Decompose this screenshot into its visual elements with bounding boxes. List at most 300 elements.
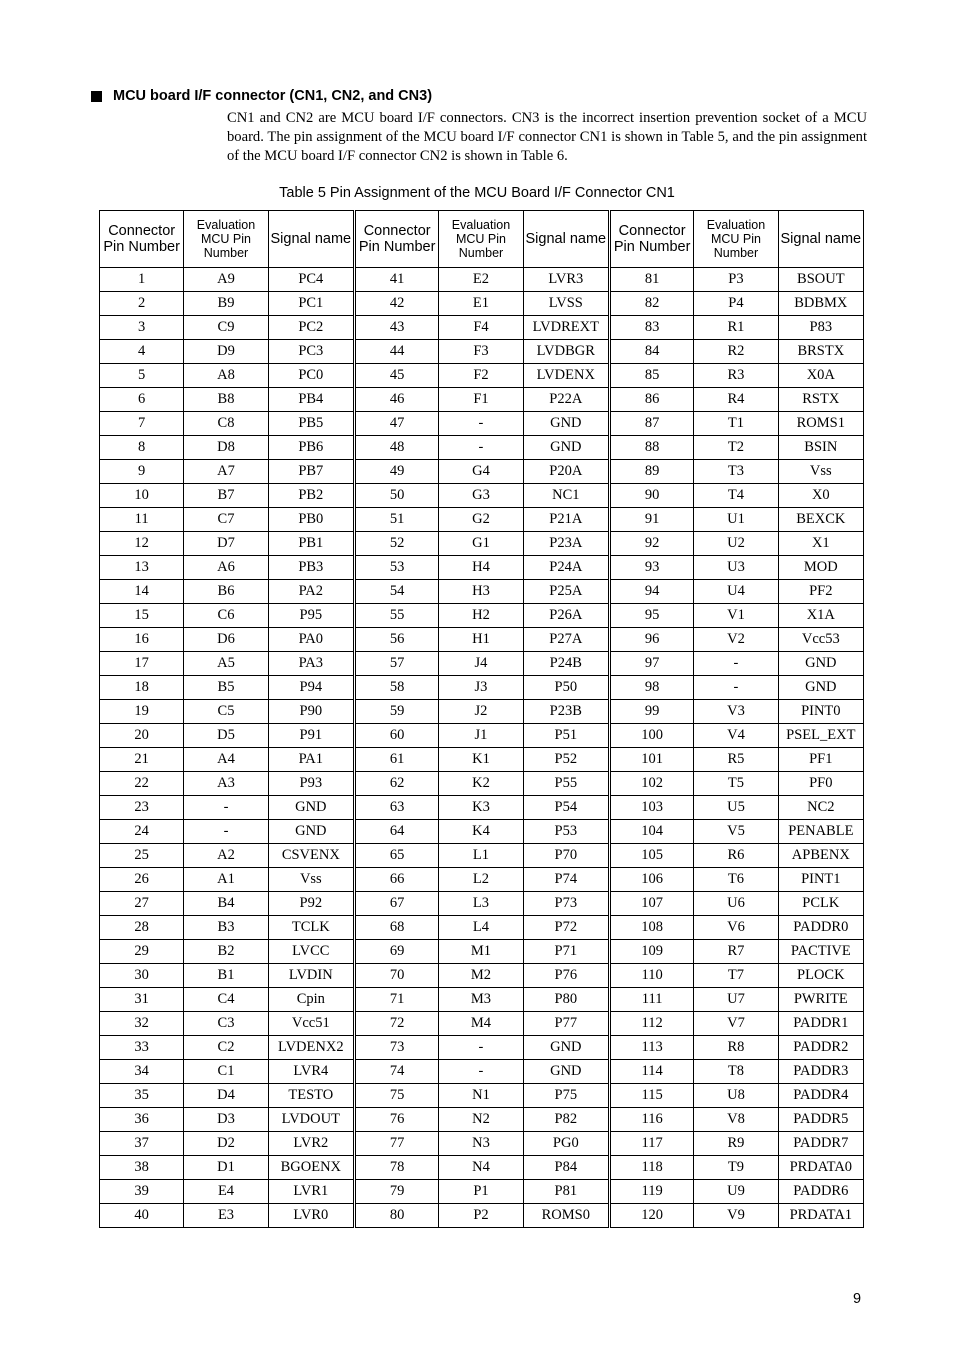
signal-name-cell: P23B xyxy=(523,700,609,724)
signal-name-cell: GND xyxy=(523,436,609,460)
signal-name-cell: P75 xyxy=(523,1084,609,1108)
mcu-pin-cell: U3 xyxy=(694,556,778,580)
connector-pin-cell: 29 xyxy=(100,940,184,964)
signal-name-cell: LVDENX2 xyxy=(268,1036,354,1060)
signal-name-cell: PADDR5 xyxy=(778,1108,863,1132)
connector-pin-cell: 94 xyxy=(609,580,693,604)
signal-name-cell: GND xyxy=(268,796,354,820)
signal-name-cell: BRSTX xyxy=(778,340,863,364)
connector-pin-cell: 67 xyxy=(354,892,438,916)
mcu-pin-cell: U7 xyxy=(694,988,778,1012)
connector-pin-cell: 117 xyxy=(609,1132,693,1156)
mcu-pin-cell: U8 xyxy=(694,1084,778,1108)
mcu-pin-cell: D7 xyxy=(184,532,268,556)
mcu-pin-cell: P3 xyxy=(694,268,778,292)
mcu-pin-cell: G3 xyxy=(439,484,523,508)
mcu-pin-cell: N4 xyxy=(439,1156,523,1180)
connector-pin-cell: 27 xyxy=(100,892,184,916)
page-number: 9 xyxy=(853,1291,862,1307)
connector-pin-cell: 99 xyxy=(609,700,693,724)
signal-name-cell: PA3 xyxy=(268,652,354,676)
signal-name-cell: P55 xyxy=(523,772,609,796)
connector-pin-cell: 18 xyxy=(100,676,184,700)
connector-pin-cell: 74 xyxy=(354,1060,438,1084)
signal-name-cell: P24A xyxy=(523,556,609,580)
connector-pin-cell: 119 xyxy=(609,1180,693,1204)
signal-name-cell: TESTO xyxy=(268,1084,354,1108)
connector-pin-cell: 63 xyxy=(354,796,438,820)
signal-name-cell: BGOENX xyxy=(268,1156,354,1180)
connector-pin-cell: 70 xyxy=(354,964,438,988)
signal-name-cell: GND xyxy=(268,820,354,844)
connector-pin-cell: 76 xyxy=(354,1108,438,1132)
table-row xyxy=(100,412,864,436)
signal-name-cell: PB4 xyxy=(268,388,354,412)
connector-pin-cell: 85 xyxy=(609,364,693,388)
header-signal-name: Signal name xyxy=(778,211,863,268)
mcu-pin-cell: - xyxy=(439,412,523,436)
mcu-pin-cell: K1 xyxy=(439,748,523,772)
connector-pin-cell: 73 xyxy=(354,1036,438,1060)
signal-name-cell: P84 xyxy=(523,1156,609,1180)
signal-name-cell: PRDATA0 xyxy=(778,1156,863,1180)
signal-name-cell: P70 xyxy=(523,844,609,868)
table-row xyxy=(100,652,864,676)
mcu-pin-cell: A7 xyxy=(184,460,268,484)
mcu-pin-cell: C2 xyxy=(184,1036,268,1060)
mcu-pin-cell: G2 xyxy=(439,508,523,532)
signal-name-cell: P26A xyxy=(523,604,609,628)
mcu-pin-cell: P1 xyxy=(439,1180,523,1204)
table-row xyxy=(100,340,864,364)
table-row xyxy=(100,676,864,700)
connector-pin-cell: 7 xyxy=(100,412,184,436)
mcu-pin-cell: V9 xyxy=(694,1204,778,1228)
signal-name-cell: PB1 xyxy=(268,532,354,556)
signal-name-cell: ROMS0 xyxy=(523,1204,609,1228)
signal-name-cell: P73 xyxy=(523,892,609,916)
connector-pin-cell: 96 xyxy=(609,628,693,652)
signal-name-cell: PC2 xyxy=(268,316,354,340)
connector-pin-cell: 31 xyxy=(100,988,184,1012)
mcu-pin-cell: V1 xyxy=(694,604,778,628)
signal-name-cell: P21A xyxy=(523,508,609,532)
mcu-pin-cell: A2 xyxy=(184,844,268,868)
signal-name-cell: PADDR6 xyxy=(778,1180,863,1204)
connector-pin-cell: 54 xyxy=(354,580,438,604)
connector-pin-cell: 48 xyxy=(354,436,438,460)
table-row xyxy=(100,772,864,796)
mcu-pin-cell: C4 xyxy=(184,988,268,1012)
connector-pin-cell: 45 xyxy=(354,364,438,388)
mcu-pin-cell: D2 xyxy=(184,1132,268,1156)
connector-pin-cell: 19 xyxy=(100,700,184,724)
connector-pin-cell: 66 xyxy=(354,868,438,892)
section-title: MCU board I/F connector (CN1, CN2, and CN3) xyxy=(113,88,433,104)
mcu-pin-cell: R9 xyxy=(694,1132,778,1156)
header-connector-pin: Connector Pin Number xyxy=(354,211,438,268)
connector-pin-cell: 21 xyxy=(100,748,184,772)
signal-name-cell: ROMS1 xyxy=(778,412,863,436)
mcu-pin-cell: G1 xyxy=(439,532,523,556)
mcu-pin-cell: G4 xyxy=(439,460,523,484)
signal-name-cell: PENABLE xyxy=(778,820,863,844)
header-signal-name: Signal name xyxy=(268,211,354,268)
table-row xyxy=(100,868,864,892)
table-row xyxy=(100,700,864,724)
signal-name-cell: Vcc53 xyxy=(778,628,863,652)
connector-pin-cell: 116 xyxy=(609,1108,693,1132)
connector-pin-cell: 69 xyxy=(354,940,438,964)
signal-name-cell: PB7 xyxy=(268,460,354,484)
connector-pin-cell: 114 xyxy=(609,1060,693,1084)
signal-name-cell: NC2 xyxy=(778,796,863,820)
table-row xyxy=(100,1132,864,1156)
table-row xyxy=(100,292,864,316)
mcu-pin-cell: A8 xyxy=(184,364,268,388)
connector-pin-cell: 9 xyxy=(100,460,184,484)
mcu-pin-cell: D8 xyxy=(184,436,268,460)
signal-name-cell: APBENX xyxy=(778,844,863,868)
mcu-pin-cell: V5 xyxy=(694,820,778,844)
signal-name-cell: P27A xyxy=(523,628,609,652)
signal-name-cell: Vss xyxy=(778,460,863,484)
signal-name-cell: P72 xyxy=(523,916,609,940)
signal-name-cell: GND xyxy=(778,676,863,700)
connector-pin-cell: 16 xyxy=(100,628,184,652)
table-row xyxy=(100,916,864,940)
table-row xyxy=(100,364,864,388)
table-row xyxy=(100,1012,864,1036)
mcu-pin-cell: L2 xyxy=(439,868,523,892)
connector-pin-cell: 2 xyxy=(100,292,184,316)
mcu-pin-cell: M3 xyxy=(439,988,523,1012)
signal-name-cell: PA2 xyxy=(268,580,354,604)
signal-name-cell: PADDR4 xyxy=(778,1084,863,1108)
connector-pin-cell: 44 xyxy=(354,340,438,364)
mcu-pin-cell: A6 xyxy=(184,556,268,580)
signal-name-cell: MOD xyxy=(778,556,863,580)
signal-name-cell: P81 xyxy=(523,1180,609,1204)
connector-pin-cell: 53 xyxy=(354,556,438,580)
table-row xyxy=(100,484,864,508)
connector-pin-cell: 93 xyxy=(609,556,693,580)
signal-name-cell: PINT0 xyxy=(778,700,863,724)
signal-name-cell: PG0 xyxy=(523,1132,609,1156)
mcu-pin-cell: - xyxy=(439,436,523,460)
connector-pin-cell: 30 xyxy=(100,964,184,988)
mcu-pin-cell: H4 xyxy=(439,556,523,580)
signal-name-cell: PC3 xyxy=(268,340,354,364)
mcu-pin-cell: - xyxy=(184,820,268,844)
square-bullet-icon xyxy=(91,91,102,102)
signal-name-cell: P53 xyxy=(523,820,609,844)
table-row xyxy=(100,844,864,868)
connector-pin-cell: 77 xyxy=(354,1132,438,1156)
section-paragraph: CN1 and CN2 are MCU board I/F connectors. CN3 is the incorrect insertion prevention socket of a MCU board. The pin assignment of the MCU board I/F connector CN1 is shown in Table 5, and the pin assignment of the MCU board I/F connector CN2 is shown in Table 6. xyxy=(227,110,867,164)
connector-pin-cell: 87 xyxy=(609,412,693,436)
mcu-pin-cell: B3 xyxy=(184,916,268,940)
signal-name-cell: PADDR7 xyxy=(778,1132,863,1156)
connector-pin-cell: 64 xyxy=(354,820,438,844)
connector-pin-cell: 41 xyxy=(354,268,438,292)
mcu-pin-cell: E2 xyxy=(439,268,523,292)
connector-pin-cell: 42 xyxy=(354,292,438,316)
signal-name-cell: PACTIVE xyxy=(778,940,863,964)
connector-pin-cell: 57 xyxy=(354,652,438,676)
mcu-pin-cell: T7 xyxy=(694,964,778,988)
signal-name-cell: CSVENX xyxy=(268,844,354,868)
connector-pin-cell: 75 xyxy=(354,1084,438,1108)
signal-name-cell: P22A xyxy=(523,388,609,412)
mcu-pin-cell: D9 xyxy=(184,340,268,364)
mcu-pin-cell: U5 xyxy=(694,796,778,820)
mcu-pin-cell: U9 xyxy=(694,1180,778,1204)
signal-name-cell: PADDR2 xyxy=(778,1036,863,1060)
mcu-pin-cell: A1 xyxy=(184,868,268,892)
connector-pin-cell: 24 xyxy=(100,820,184,844)
mcu-pin-cell: B2 xyxy=(184,940,268,964)
table-row xyxy=(100,1204,864,1228)
signal-name-cell: PADDR1 xyxy=(778,1012,863,1036)
connector-pin-cell: 39 xyxy=(100,1180,184,1204)
signal-name-cell: PF1 xyxy=(778,748,863,772)
signal-name-cell: PINT1 xyxy=(778,868,863,892)
mcu-pin-cell: U1 xyxy=(694,508,778,532)
mcu-pin-cell: - xyxy=(184,796,268,820)
signal-name-cell: P51 xyxy=(523,724,609,748)
connector-pin-cell: 36 xyxy=(100,1108,184,1132)
connector-pin-cell: 28 xyxy=(100,916,184,940)
connector-pin-cell: 86 xyxy=(609,388,693,412)
mcu-pin-cell: R7 xyxy=(694,940,778,964)
mcu-pin-cell: B8 xyxy=(184,388,268,412)
table-row xyxy=(100,1036,864,1060)
connector-pin-cell: 109 xyxy=(609,940,693,964)
signal-name-cell: LVR2 xyxy=(268,1132,354,1156)
signal-name-cell: RSTX xyxy=(778,388,863,412)
mcu-pin-cell: H1 xyxy=(439,628,523,652)
mcu-pin-cell: T8 xyxy=(694,1060,778,1084)
mcu-pin-cell: C8 xyxy=(184,412,268,436)
connector-pin-cell: 62 xyxy=(354,772,438,796)
table-row xyxy=(100,556,864,580)
signal-name-cell: PB5 xyxy=(268,412,354,436)
signal-name-cell: Vcc51 xyxy=(268,1012,354,1036)
connector-pin-cell: 90 xyxy=(609,484,693,508)
connector-pin-cell: 79 xyxy=(354,1180,438,1204)
mcu-pin-cell: F1 xyxy=(439,388,523,412)
signal-name-cell: LVDIN xyxy=(268,964,354,988)
signal-name-cell: PB2 xyxy=(268,484,354,508)
mcu-pin-cell: E3 xyxy=(184,1204,268,1228)
connector-pin-cell: 106 xyxy=(609,868,693,892)
signal-name-cell: P91 xyxy=(268,724,354,748)
connector-pin-cell: 8 xyxy=(100,436,184,460)
mcu-pin-cell: T5 xyxy=(694,772,778,796)
table-row xyxy=(100,388,864,412)
signal-name-cell: BSIN xyxy=(778,436,863,460)
connector-pin-cell: 6 xyxy=(100,388,184,412)
signal-name-cell: PA1 xyxy=(268,748,354,772)
table-row xyxy=(100,964,864,988)
connector-pin-cell: 43 xyxy=(354,316,438,340)
mcu-pin-cell: V7 xyxy=(694,1012,778,1036)
mcu-pin-cell: B5 xyxy=(184,676,268,700)
table-row xyxy=(100,268,864,292)
connector-pin-cell: 23 xyxy=(100,796,184,820)
connector-pin-cell: 13 xyxy=(100,556,184,580)
mcu-pin-cell: C3 xyxy=(184,1012,268,1036)
signal-name-cell: P82 xyxy=(523,1108,609,1132)
signal-name-cell: P52 xyxy=(523,748,609,772)
connector-pin-cell: 37 xyxy=(100,1132,184,1156)
connector-pin-cell: 111 xyxy=(609,988,693,1012)
signal-name-cell: X0A xyxy=(778,364,863,388)
connector-pin-cell: 51 xyxy=(354,508,438,532)
mcu-pin-cell: P4 xyxy=(694,292,778,316)
mcu-pin-cell: K3 xyxy=(439,796,523,820)
signal-name-cell: P90 xyxy=(268,700,354,724)
signal-name-cell: LVR0 xyxy=(268,1204,354,1228)
signal-name-cell: P93 xyxy=(268,772,354,796)
connector-pin-cell: 95 xyxy=(609,604,693,628)
mcu-pin-cell: R2 xyxy=(694,340,778,364)
table-row xyxy=(100,508,864,532)
mcu-pin-cell: A9 xyxy=(184,268,268,292)
mcu-pin-cell: B9 xyxy=(184,292,268,316)
mcu-pin-cell: C9 xyxy=(184,316,268,340)
mcu-pin-cell: L1 xyxy=(439,844,523,868)
connector-pin-cell: 82 xyxy=(609,292,693,316)
mcu-pin-cell: N1 xyxy=(439,1084,523,1108)
connector-pin-cell: 56 xyxy=(354,628,438,652)
table-row xyxy=(100,628,864,652)
table-row xyxy=(100,796,864,820)
mcu-pin-cell: V8 xyxy=(694,1108,778,1132)
mcu-pin-cell: B6 xyxy=(184,580,268,604)
table-row xyxy=(100,532,864,556)
signal-name-cell: PC0 xyxy=(268,364,354,388)
connector-pin-cell: 40 xyxy=(100,1204,184,1228)
mcu-pin-cell: B4 xyxy=(184,892,268,916)
connector-pin-cell: 91 xyxy=(609,508,693,532)
mcu-pin-cell: B1 xyxy=(184,964,268,988)
signal-name-cell: PADDR0 xyxy=(778,916,863,940)
connector-pin-cell: 35 xyxy=(100,1084,184,1108)
signal-name-cell: PF0 xyxy=(778,772,863,796)
table-row xyxy=(100,436,864,460)
table-row xyxy=(100,724,864,748)
signal-name-cell: P92 xyxy=(268,892,354,916)
signal-name-cell: PC4 xyxy=(268,268,354,292)
signal-name-cell: X0 xyxy=(778,484,863,508)
connector-pin-cell: 38 xyxy=(100,1156,184,1180)
signal-name-cell: PF2 xyxy=(778,580,863,604)
connector-pin-cell: 26 xyxy=(100,868,184,892)
mcu-pin-cell: H2 xyxy=(439,604,523,628)
header-mcu-pin: Evaluation MCU Pin Number xyxy=(184,211,268,268)
signal-name-cell: P24B xyxy=(523,652,609,676)
signal-name-cell: P76 xyxy=(523,964,609,988)
connector-pin-cell: 83 xyxy=(609,316,693,340)
connector-pin-cell: 12 xyxy=(100,532,184,556)
header-connector-pin: Connector Pin Number xyxy=(609,211,693,268)
connector-pin-cell: 17 xyxy=(100,652,184,676)
signal-name-cell: GND xyxy=(523,1036,609,1060)
mcu-pin-cell: - xyxy=(694,652,778,676)
header-connector-pin: Connector Pin Number xyxy=(100,211,184,268)
signal-name-cell: PC1 xyxy=(268,292,354,316)
connector-pin-cell: 50 xyxy=(354,484,438,508)
mcu-pin-cell: A5 xyxy=(184,652,268,676)
table-header-row xyxy=(100,211,864,268)
connector-pin-cell: 58 xyxy=(354,676,438,700)
mcu-pin-cell: J2 xyxy=(439,700,523,724)
connector-pin-cell: 105 xyxy=(609,844,693,868)
signal-name-cell: P20A xyxy=(523,460,609,484)
signal-name-cell: LVSS xyxy=(523,292,609,316)
mcu-pin-cell: - xyxy=(694,676,778,700)
connector-pin-cell: 103 xyxy=(609,796,693,820)
mcu-pin-cell: A3 xyxy=(184,772,268,796)
signal-name-cell: LVDOUT xyxy=(268,1108,354,1132)
connector-pin-cell: 33 xyxy=(100,1036,184,1060)
mcu-pin-cell: D1 xyxy=(184,1156,268,1180)
table-row xyxy=(100,1156,864,1180)
connector-pin-cell: 107 xyxy=(609,892,693,916)
connector-pin-cell: 65 xyxy=(354,844,438,868)
connector-pin-cell: 72 xyxy=(354,1012,438,1036)
mcu-pin-cell: U6 xyxy=(694,892,778,916)
connector-pin-cell: 80 xyxy=(354,1204,438,1228)
table-row xyxy=(100,748,864,772)
mcu-pin-cell: U2 xyxy=(694,532,778,556)
mcu-pin-cell: R4 xyxy=(694,388,778,412)
mcu-pin-cell: T1 xyxy=(694,412,778,436)
mcu-pin-cell: D6 xyxy=(184,628,268,652)
signal-name-cell: PCLK xyxy=(778,892,863,916)
signal-name-cell: P77 xyxy=(523,1012,609,1036)
table-row xyxy=(100,460,864,484)
signal-name-cell: PB3 xyxy=(268,556,354,580)
mcu-pin-cell: E1 xyxy=(439,292,523,316)
mcu-pin-cell: T2 xyxy=(694,436,778,460)
signal-name-cell: X1 xyxy=(778,532,863,556)
connector-pin-cell: 46 xyxy=(354,388,438,412)
connector-pin-cell: 113 xyxy=(609,1036,693,1060)
mcu-pin-cell: T4 xyxy=(694,484,778,508)
mcu-pin-cell: R3 xyxy=(694,364,778,388)
signal-name-cell: P54 xyxy=(523,796,609,820)
mcu-pin-cell: P2 xyxy=(439,1204,523,1228)
mcu-pin-cell: T3 xyxy=(694,460,778,484)
signal-name-cell: GND xyxy=(523,1060,609,1084)
mcu-pin-cell: M4 xyxy=(439,1012,523,1036)
signal-name-cell: P25A xyxy=(523,580,609,604)
signal-name-cell: PA0 xyxy=(268,628,354,652)
table-caption-text: Table 5 Pin Assignment of the MCU Board I/F Connector CN1 xyxy=(279,185,675,201)
connector-pin-cell: 88 xyxy=(609,436,693,460)
table-row xyxy=(100,820,864,844)
signal-name-cell: BSOUT xyxy=(778,268,863,292)
table-row xyxy=(100,580,864,604)
signal-name-cell: P95 xyxy=(268,604,354,628)
connector-pin-cell: 61 xyxy=(354,748,438,772)
signal-name-cell: LVDREXT xyxy=(523,316,609,340)
connector-pin-cell: 71 xyxy=(354,988,438,1012)
table-row xyxy=(100,1060,864,1084)
